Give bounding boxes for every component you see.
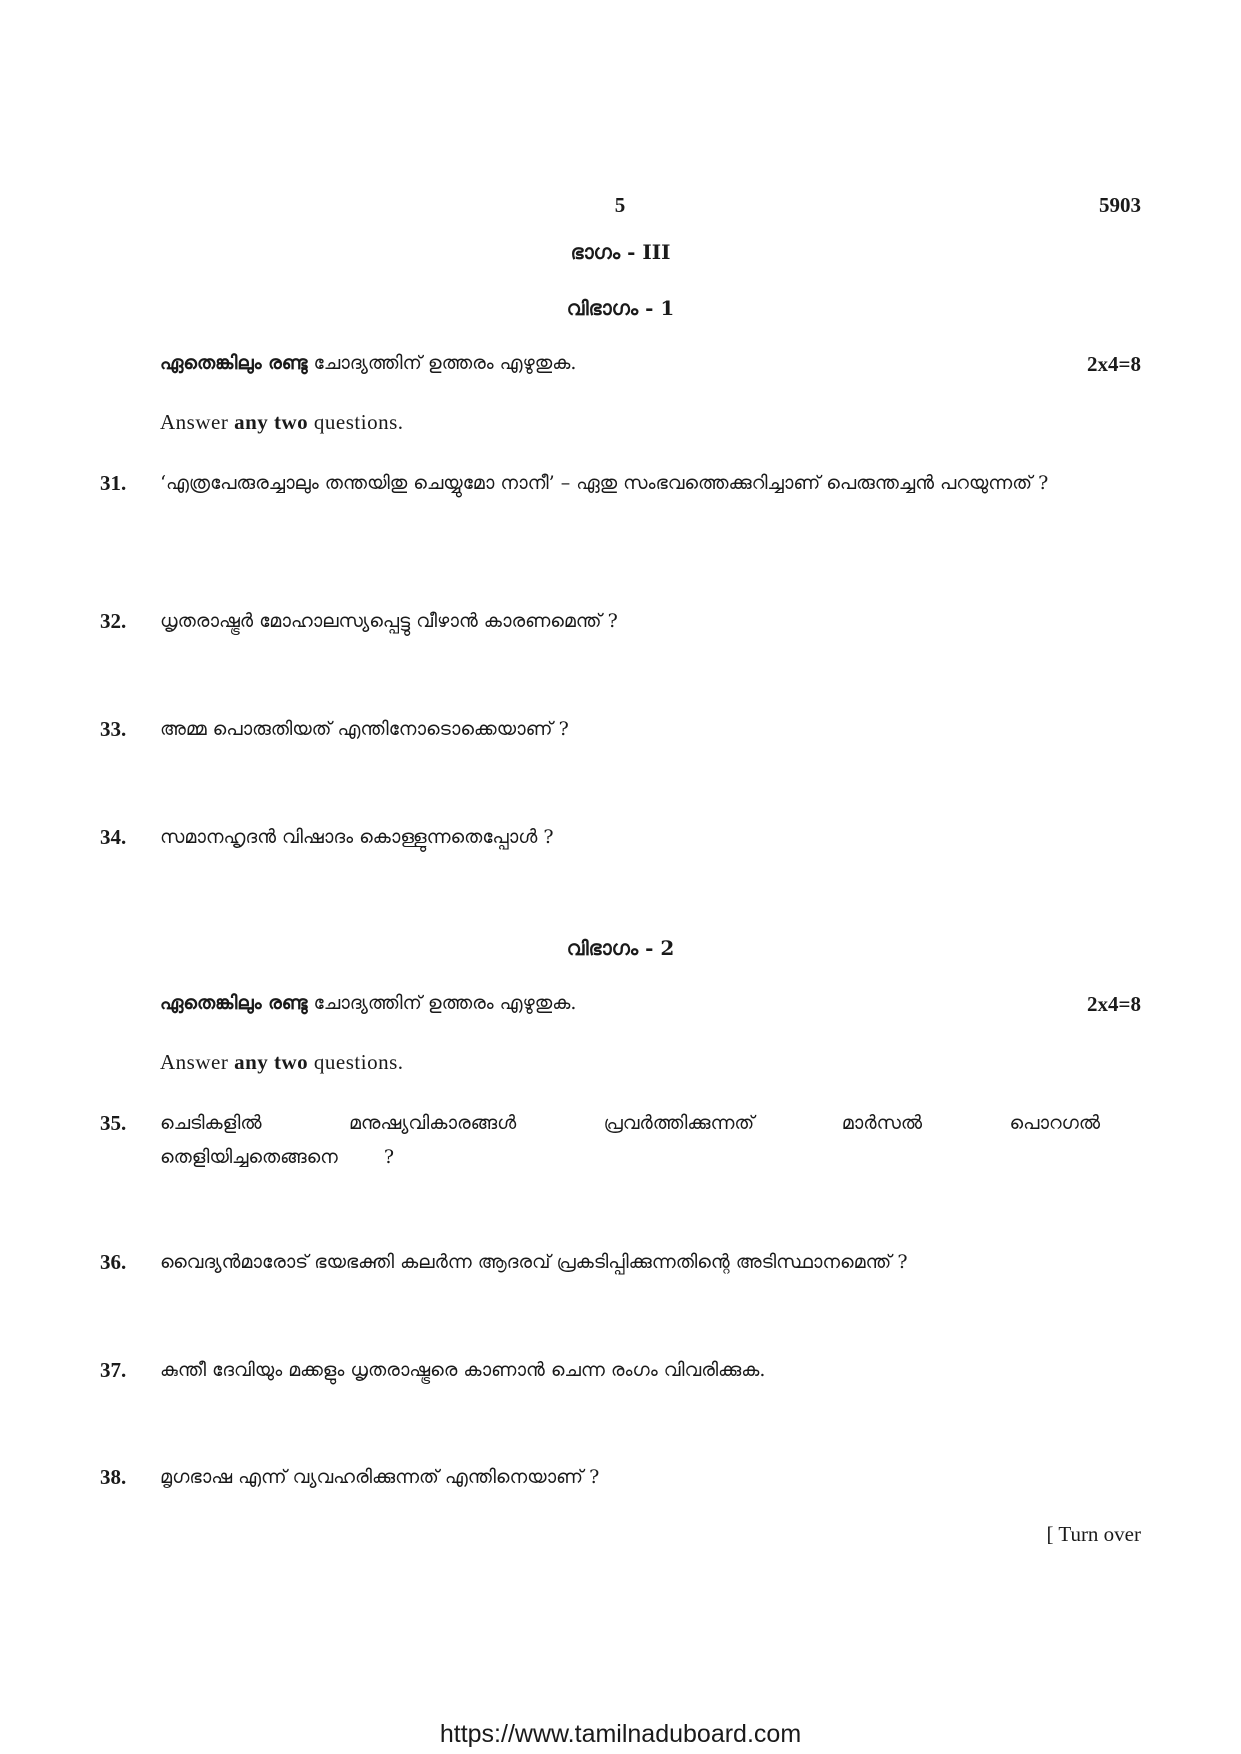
paper-code: 5903 [1099,193,1141,217]
answer-pre: Answer [160,1050,235,1074]
section-1-marks: 2x4=8 [1087,352,1141,376]
section-1-title: വിഭാഗം - 1 [566,296,675,320]
answer-bold: any two [234,1050,309,1074]
question-number: 36. [100,1250,127,1274]
question-text: സമാനഹൃദൻ വിഷാദം കൊള്ളുന്നതെപ്പോൾ ? [160,826,554,848]
turn-over: [ Turn over [1046,1522,1141,1546]
section-1-answer-line [160,410,404,435]
question-number: 31. [100,471,127,495]
question-32 [100,604,1100,638]
section-2-marks: 2x4=8 [1087,992,1141,1016]
part-title: ഭാഗം - III [570,240,671,264]
question-text: ‘എത്രപേരുരച്ചാലും തന്തയിതു ചെയ്യുമോ നാനീ’ – ഏതു സംഭവത്തെക്കുറിച്ചാണ് പെരുന്തച്ചൻ പറയുന്നത് ? [160,472,1049,494]
page-number: 5 [614,193,626,217]
answer-post: questions. [308,1050,404,1074]
question-34 [100,820,1100,854]
answer-bold: any two [234,410,309,434]
question-text: വൈദ്യൻമാരോട് ഭയഭക്തി കലർന്ന ആദരവ് പ്രകടിപ്പിക്കുന്നതിന്റെ അടിസ്ഥാനമെന്ത് ? [160,1251,908,1273]
question-number: 35. [100,1111,127,1135]
question-text: ധൃതരാഷ്ട്രർ മോഹാലസ്യപ്പെട്ടു വീഴാൻ കാരണമെന്ത് ? [160,610,618,632]
question-35 [100,1106,1100,1174]
footer-url[interactable]: https://www.tamilnaduboard.com [439,1720,802,1748]
question-number: 37. [100,1358,127,1382]
question-text: ചെടികളിൽ മനുഷ്യവികാരങ്ങൾ പ്രവർത്തിക്കുന്നത് മാർസൽ പൊറഗൽ തെളിയിച്ചതെങ്ങനെ ? [160,1112,1100,1168]
instruction-bold: ഏതെങ്കിലും രണ്ടു [160,992,308,1014]
section-1-instruction [160,352,576,374]
instruction-rest: ചോദ്യത്തിന് ഉത്തരം എഴുതുക. [307,352,577,374]
question-31 [100,466,1100,500]
question-text: മൃഗഭാഷ എന്ന് വ്യവഹരിക്കുന്നത് എന്തിനെയാണ് ? [160,1466,600,1488]
answer-pre: Answer [160,410,235,434]
section-2-title: വിഭാഗം - 2 [566,936,675,960]
section-2-answer-line [160,1050,404,1075]
question-text: അമ്മ പൊരുതിയത് എന്തിനോടൊക്കെയാണ് ? [160,718,569,740]
question-38 [100,1460,1100,1494]
question-number: 38. [100,1465,127,1489]
question-number: 34. [100,825,127,849]
question-36 [100,1245,1100,1279]
instruction-bold: ഏതെങ്കിലും രണ്ടു [160,352,308,374]
question-37 [100,1353,1100,1387]
question-number: 32. [100,609,127,633]
question-number: 33. [100,717,127,741]
answer-post: questions. [308,410,404,434]
question-33 [100,712,1100,746]
section-2-instruction [160,992,576,1014]
question-text: കുന്തീ ദേവിയും മക്കളും ധൃതരാഷ്ട്രരെ കാണാൻ ചെന്ന രംഗം വിവരിക്കുക. [160,1359,766,1381]
instruction-rest: ചോദ്യത്തിന് ഉത്തരം എഴുതുക. [307,992,577,1014]
